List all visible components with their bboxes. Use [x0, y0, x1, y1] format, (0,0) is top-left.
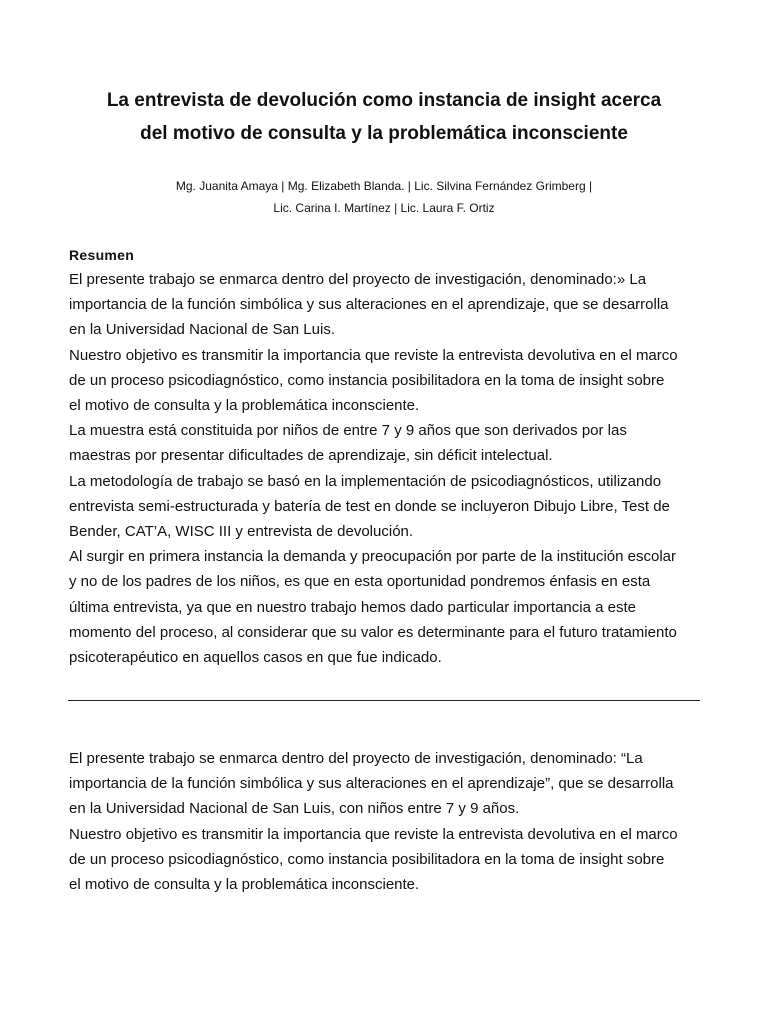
- document-title: [40, 84, 728, 150]
- text-line: entrevista semi-estructurada y batería de test en donde se incluyeron Dibujo Libre, Test de: [69, 497, 670, 515]
- text-line: importancia de la función simbólica y sus alteraciones en el aprendizaje, que se desarrolla: [69, 296, 669, 314]
- text-line: maestras por presentar dificultades de aprendizaje, sin déficit intelectual.: [69, 447, 553, 465]
- text-line: importancia de la función simbólica y sus alteraciones en el aprendizaje”, que se desarrolla: [69, 775, 674, 793]
- text-line: Bender, CAT’A, WISC III y entrevista de devolución.: [69, 523, 414, 541]
- text-line: La muestra está constituida por niños de entre 7 y 9 años que son derivados por las: [69, 422, 627, 440]
- text-line: Al surgir en primera instancia la demanda y preocupación por parte de la institución escolar: [69, 548, 676, 566]
- author-line: Lic. Carina I. Martínez | Lic. Laura F. Ortiz: [273, 201, 495, 215]
- text-line: el motivo de consulta y la problemática inconsciente.: [69, 397, 420, 415]
- text-line: de un proceso psicodiagnóstico, como instancia posibilitadora en la toma de insight sobre: [69, 850, 665, 868]
- title-line: La entrevista de devolución como instancia de insight acerca: [106, 90, 662, 111]
- text-line: Nuestro objetivo es transmitir la importancia que reviste la entrevista devolutiva en el marco: [69, 825, 678, 843]
- text-line: en la Universidad Nacional de San Luis, con niños entre 7 y 9 años.: [69, 800, 520, 818]
- section-divider: [68, 700, 700, 701]
- title-line: del motivo de consulta y la problemática inconsciente: [140, 123, 628, 144]
- text-line: el motivo de consulta y la problemática inconsciente.: [69, 876, 420, 894]
- abstract-body: [69, 267, 709, 670]
- text-line: en la Universidad Nacional de San Luis.: [69, 321, 335, 339]
- author-list: [40, 175, 728, 219]
- text-line: psicoterapéutico en aquellos casos en que fue indicado.: [69, 649, 442, 667]
- text-line: última entrevista, ya que en nuestro trabajo hemos dado particular importancia a este: [69, 598, 636, 616]
- text-line: El presente trabajo se enmarca dentro del proyecto de investigación, denominado:» La: [69, 271, 647, 288]
- text-line: momento del proceso, al considerar que su valor es determinante para el futuro tratamiento: [69, 623, 677, 641]
- text-line: El presente trabajo se enmarca dentro del proyecto de investigación, denominado: “La: [69, 750, 643, 767]
- text-line: y no de los padres de los niños, es que en esta oportunidad pondremos énfasis en esta: [69, 573, 651, 591]
- text-line: La metodología de trabajo se basó en la implementación de psicodiagnósticos, utilizando: [69, 472, 662, 490]
- abstract-heading: Resumen: [69, 247, 135, 263]
- text-line: Nuestro objetivo es transmitir la importancia que reviste la entrevista devolutiva en el marco: [69, 346, 678, 364]
- text-line: de un proceso psicodiagnóstico, como instancia posibilitadora en la toma de insight sobre: [69, 371, 665, 389]
- author-line: Mg. Juanita Amaya | Mg. Elizabeth Blanda. | Lic. Silvina Fernández Grimberg |: [175, 179, 593, 193]
- main-body: [69, 746, 709, 897]
